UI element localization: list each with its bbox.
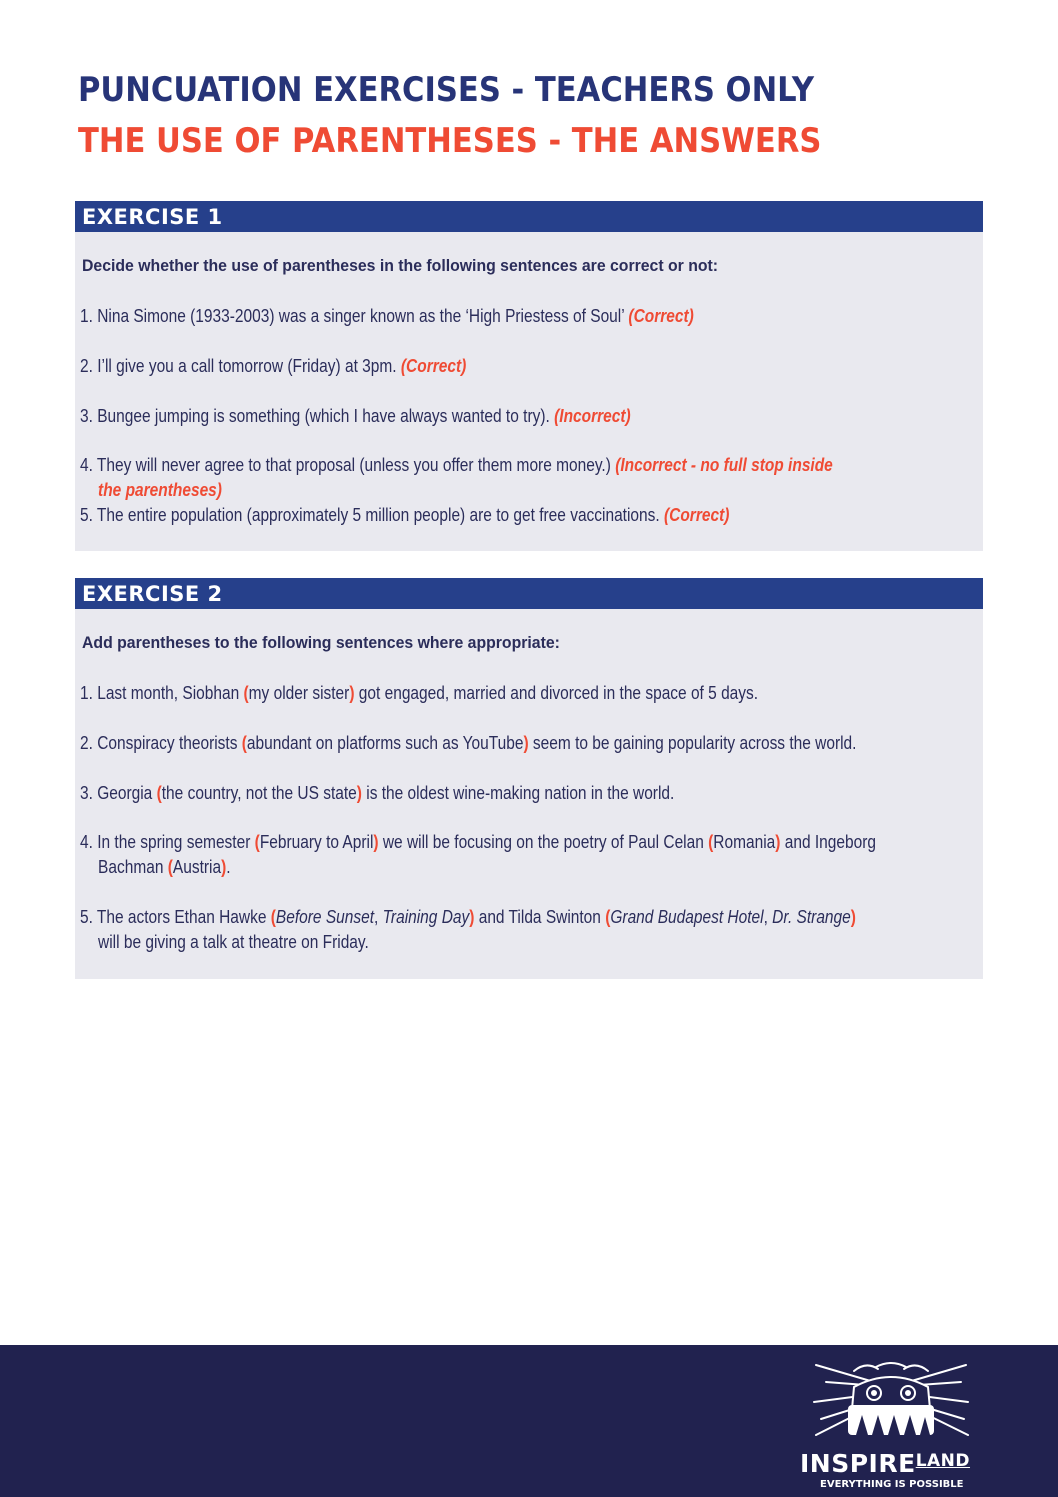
item-text: February to April <box>259 832 374 852</box>
item-title: Before Sunset <box>275 907 375 927</box>
open-parenthesis: ( <box>156 783 162 803</box>
close-parenthesis: ) <box>850 907 856 927</box>
open-parenthesis: ( <box>270 907 276 927</box>
exercise-2-item-3 <box>80 781 674 806</box>
logo-wordmark-land: LAND <box>915 1451 971 1471</box>
item-text: 4. In the spring semester <box>80 832 255 852</box>
item-text: . <box>226 857 231 877</box>
item-text: and Tilda Swinton <box>474 907 606 927</box>
inspireland-logo <box>796 1357 986 1492</box>
item-text: abundant on platforms such as YouTube <box>246 733 524 753</box>
item-text: Bachman <box>98 857 168 877</box>
item-title: Grand Budapest Hotel <box>610 907 764 927</box>
item-text: my older sister <box>248 683 350 703</box>
item-text: 3. Bungee jumping is something (which I have always wanted to try). <box>80 406 550 426</box>
exercise-1-item-4 <box>80 453 833 503</box>
open-parenthesis: ( <box>241 733 247 753</box>
exercise-2-panel <box>75 578 983 979</box>
logo-wordmark-main: INSPIRE <box>800 1449 916 1478</box>
exercise-1-instruction: Decide whether the use of parentheses in the following sentences are correct or not: <box>82 256 719 275</box>
item-text: Romania <box>713 832 776 852</box>
item-text: 2. Conspiracy theorists <box>80 733 242 753</box>
exercise-2-title: EXERCISE 2 <box>75 578 983 609</box>
item-title: Dr. Strange <box>772 907 851 927</box>
item-text: seem to be gaining popularity across the world. <box>528 733 857 753</box>
item-text: 1. Nina Simone (1933-2003) was a singer known as the ‘High Priestess of Soul’ <box>80 306 625 326</box>
item-answer-continued: the parentheses) <box>98 480 222 500</box>
close-parenthesis: ) <box>373 832 379 852</box>
item-text: 5. The actors Ethan Hawke <box>80 907 271 927</box>
item-answer: (Correct) <box>628 306 694 326</box>
item-text: 5. The entire population (approximately 5 million people) are to get free vaccinations. <box>80 505 660 525</box>
close-parenthesis: ) <box>469 907 475 927</box>
item-text: 4. They will never agree to that proposal (unless you offer them more money.) <box>80 455 611 475</box>
open-parenthesis: ( <box>605 907 611 927</box>
exercise-2-item-1 <box>80 681 758 706</box>
logo-tagline: EVERYTHING IS POSSIBLE <box>820 1479 964 1490</box>
item-answer: (Incorrect - no full stop inside <box>615 455 833 475</box>
exercise-1-item-1 <box>80 304 694 329</box>
close-parenthesis: ) <box>221 857 227 877</box>
exercise-1-item-5 <box>80 503 729 528</box>
close-parenthesis: ) <box>523 733 529 753</box>
item-text: is the oldest wine-making nation in the world. <box>361 783 675 803</box>
close-parenthesis: ) <box>775 832 781 852</box>
exercise-1-title: EXERCISE 1 <box>75 201 983 232</box>
item-text: we will be focusing on the poetry of Paul Celan <box>378 832 709 852</box>
item-text: 2. I’ll give you a call tomorrow (Friday) at 3pm. <box>80 356 397 376</box>
item-text: 3. Georgia <box>80 783 157 803</box>
item-continued: will be giving a talk at theatre on Friday. <box>98 932 369 952</box>
open-parenthesis: ( <box>254 832 260 852</box>
inspireland-mascot-icon <box>796 1357 986 1449</box>
exercise-1-item-2 <box>80 354 466 379</box>
close-parenthesis: ) <box>349 683 355 703</box>
item-text: got engaged, married and divorced in the space of 5 days. <box>354 683 759 703</box>
close-parenthesis: ) <box>356 783 362 803</box>
item-continued <box>80 855 876 880</box>
open-parenthesis: ( <box>243 683 249 703</box>
item-answer: (Incorrect) <box>554 406 631 426</box>
exercise-1-item-3 <box>80 404 631 429</box>
item-title: Training Day <box>382 907 470 927</box>
page-subtitle: THE USE OF PARENTHESES - THE ANSWERS <box>78 121 822 161</box>
page-title: PUNCUATION EXERCISES - TEACHERS ONLY <box>78 70 815 110</box>
exercise-2-item-5 <box>80 905 856 955</box>
item-text: Austria <box>172 857 222 877</box>
exercise-2-item-2 <box>80 731 856 756</box>
exercise-1-panel <box>75 201 983 551</box>
page-footer <box>0 1345 1058 1497</box>
exercise-2-item-4 <box>80 830 876 880</box>
item-text: and Ingeborg <box>780 832 876 852</box>
exercise-2-instruction: Add parentheses to the following sentences where appropriate: <box>82 633 560 652</box>
item-text: the country, not the US state <box>161 783 357 803</box>
open-parenthesis: ( <box>167 857 173 877</box>
open-parenthesis: ( <box>708 832 714 852</box>
item-text: 1. Last month, Siobhan <box>80 683 244 703</box>
item-text: , <box>374 907 383 927</box>
logo-wordmark <box>800 1449 970 1478</box>
item-text: , <box>763 907 773 927</box>
item-answer: (Correct) <box>400 356 467 376</box>
item-answer: (Correct) <box>664 505 730 525</box>
